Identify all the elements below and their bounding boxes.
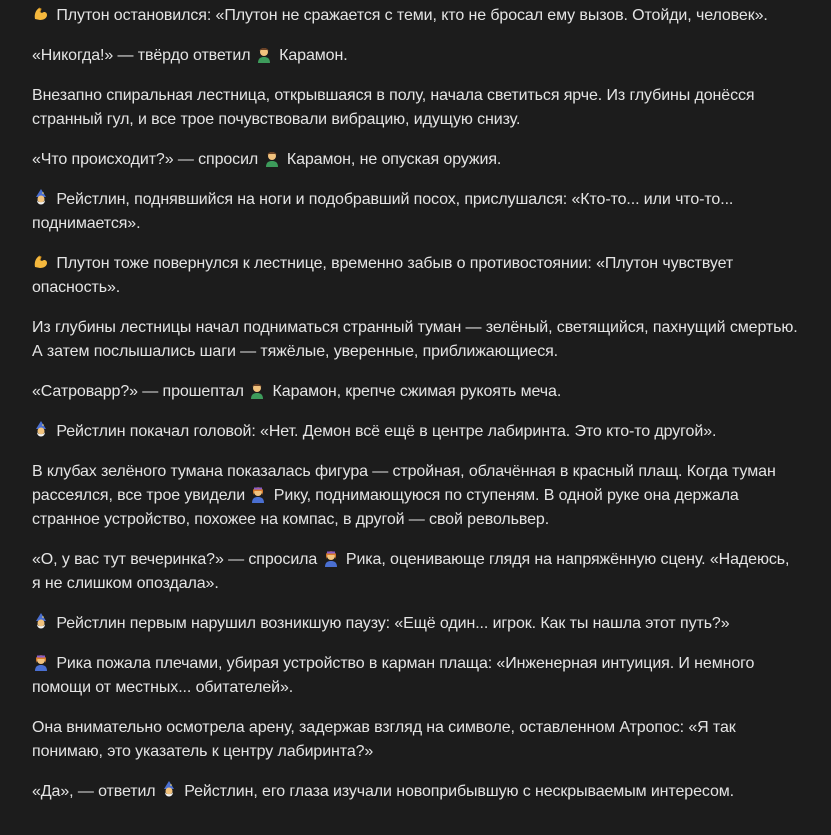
mage-icon bbox=[32, 189, 50, 207]
paragraph bbox=[32, 380, 799, 404]
paragraph bbox=[32, 252, 799, 300]
paragraph-text: Плутон остановился: «Плутон не сражается с теми, кто не бросал ему вызов. Отойди, человек». bbox=[52, 7, 768, 24]
paragraph-text: «Никогда!» — твёрдо ответил bbox=[32, 47, 255, 64]
paragraph-text: В клубах зелёного тумана показалась фигура — стройная, облачённая в красный плащ. Когда туман рассеялся, все трое увидели bbox=[32, 463, 776, 504]
paragraph-text: Рейстлин, поднявшийся на ноги и подобравший посох, прислушался: «Кто-то... или что-то... поднимается». bbox=[32, 191, 734, 232]
paragraph-text: Рейстлин первым нарушил возникшую паузу: «Ещё один... игрок. Как ты нашла этот путь?» bbox=[52, 615, 730, 632]
paragraph-text: «Сатроварр?» — прошептал bbox=[32, 383, 249, 400]
paragraph bbox=[32, 716, 799, 764]
paragraph bbox=[32, 188, 799, 236]
paragraph bbox=[32, 460, 799, 532]
man-technologist-icon bbox=[248, 381, 266, 399]
paragraph bbox=[32, 420, 799, 444]
paragraph-text: Рика, оценивающе глядя на напряжённую сцену. «Надеюсь, я не слишком опоздала». bbox=[32, 551, 790, 592]
paragraph bbox=[32, 780, 799, 804]
paragraph bbox=[32, 316, 799, 364]
mage-icon bbox=[32, 421, 50, 439]
paragraph-text: Карамон, не опуская оружия. bbox=[282, 151, 502, 168]
paragraph-text: «Что происходит?» — спросил bbox=[32, 151, 263, 168]
paragraph bbox=[32, 148, 799, 172]
paragraph-text: Рику, поднимающуюся по ступеням. В одной руке она держала странное устройство, похожее на компас, в другой — свой револьвер. bbox=[32, 487, 739, 528]
flexed-biceps-icon bbox=[32, 5, 50, 23]
paragraph-text: Рейстлин покачал головой: «Нет. Демон всё ещё в центре лабиринта. Это кто-то другой». bbox=[52, 423, 717, 440]
paragraph bbox=[32, 612, 799, 636]
paragraph-text: Рейстлин, его глаза изучали новоприбывшую с нескрываемым интересом. bbox=[179, 783, 734, 800]
paragraph bbox=[32, 548, 799, 596]
mage-icon bbox=[32, 613, 50, 631]
paragraph-text: Внезапно спиральная лестница, открывшаяся в полу, начала светиться ярче. Из глубины донёсся странный гул, и все трое почувствовали вибрацию, идущую снизу. bbox=[32, 87, 755, 128]
mage-icon bbox=[160, 781, 178, 799]
woman-mechanic-icon bbox=[32, 653, 50, 671]
paragraph bbox=[32, 44, 799, 68]
paragraph bbox=[32, 652, 799, 700]
paragraph-text: Она внимательно осмотрела арену, задержав взгляд на символе, оставленном Атропос: «Я так понимаю, это указатель к центру лабиринта?» bbox=[32, 719, 736, 760]
man-technologist-icon bbox=[263, 149, 281, 167]
paragraph-text: «О, у вас тут вечеринка?» — спросила bbox=[32, 551, 322, 568]
paragraph-text: Из глубины лестницы начал подниматься странный туман — зелёный, светящийся, пахнущий смертью. А затем послышались шаги — тяжёлые, уверенные, приближающиеся. bbox=[32, 319, 798, 360]
paragraph-text: Рика пожала плечами, убирая устройство в карман плаща: «Инженерная интуиция. И немного помощи от местных... обитателей». bbox=[32, 655, 755, 696]
paragraph bbox=[32, 4, 799, 28]
paragraph-text: Плутон тоже повернулся к лестнице, временно забыв о противостоянии: «Плутон чувствует опасность». bbox=[32, 255, 734, 296]
paragraph-text: Карамон, крепче сжимая рукоять меча. bbox=[268, 383, 562, 400]
woman-mechanic-icon bbox=[322, 549, 340, 567]
paragraph bbox=[32, 84, 799, 132]
paragraph-text: «Да», — ответил bbox=[32, 783, 160, 800]
man-technologist-icon bbox=[255, 45, 273, 63]
paragraph-text: Карамон. bbox=[274, 47, 348, 64]
woman-mechanic-icon bbox=[249, 485, 267, 503]
flexed-biceps-icon bbox=[32, 253, 50, 271]
